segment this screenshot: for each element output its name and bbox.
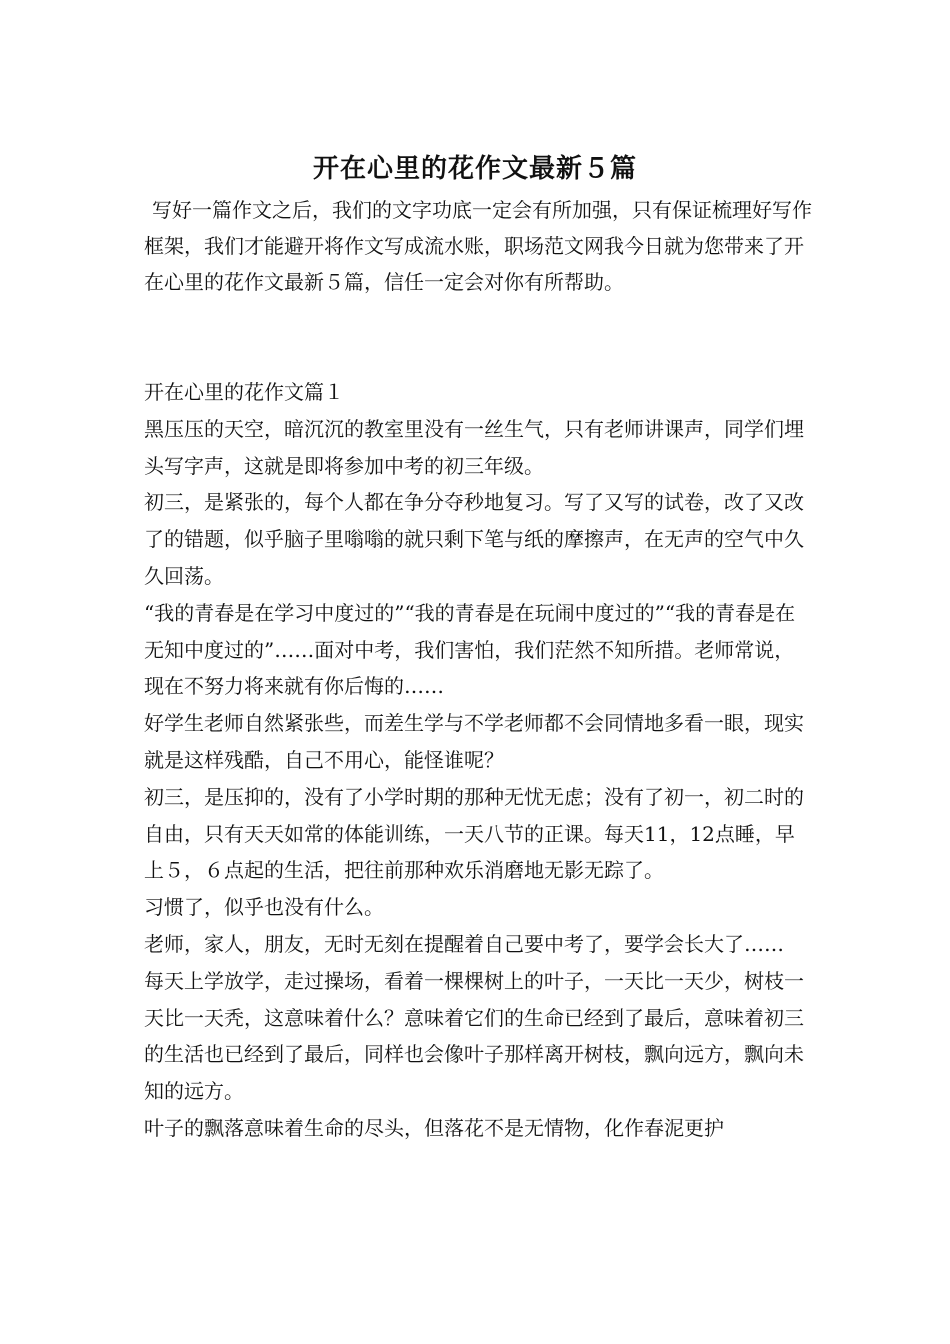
section-heading: 开在心里的花作文篇１ — [144, 380, 344, 404]
paragraph: 初三，是紧张的，每个人都在争分夺秒地复习。写了又写的试卷，改了又改了的错题，似乎脑子里嗡嗡的就只剩下笔与纸的摩擦声，在无声的空气中久久回荡。 — [144, 490, 804, 588]
document-title: 开在心里的花作文最新５篇 — [312, 154, 637, 185]
paragraph: 好学生老师自然紧张些，而差生学与不学老师都不会同情地多看一眼，现实就是这样残酷，自己不用心，能怪谁呢？ — [144, 711, 804, 772]
paragraph: 老师，家人，朋友，无时无刻在提醒着自己要中考了，要学会长大了…… — [144, 931, 784, 956]
intro-paragraph: 写好一篇作文之后，我们的文字功底一定会有所加强，只有保证梳理好写作框架，我们才能避开将作文写成流水账，职场范文网我今日就为您带来了开在心里的花作文最新５篇，信任一定会对你有所帮助。 — [144, 198, 812, 294]
paragraph: 黑压压的天空，暗沉沉的教室里没有一丝生气，只有老师讲课声，同学们埋头写字声，这就是即将参加中考的初三年级。 — [144, 416, 804, 478]
paragraph: “我的青春是在学习中度过的”“我的青春是在玩闹中度过的”“我的青春是在无知中度过的”……面对中考，我们害怕，我们茫然不知所措。老师常说，现在不努力将来就有你后悔的…… — [144, 600, 796, 699]
paragraph: 叶子的飘落意味着生命的尽头，但落花不是无情物，化作春泥更护 — [144, 1115, 724, 1140]
paragraph: 初三，是压抑的，没有了小学时期的那种无忧无虑；没有了初一，初二时的自由，只有天天如常的体能训练，一天八节的正课。每天11，12点睡，早上５，６点起的生活，把往前那种欢乐消磨地无影无踪了。 — [144, 784, 804, 883]
paragraph: 习惯了，似乎也没有什么。 — [144, 895, 384, 920]
essay-body — [144, 374, 814, 1147]
paragraph: 每天上学放学，走过操场，看着一棵棵树上的叶子，一天比一天少，树枝一天比一天秃，这意味着什么？意味着它们的生命已经到了最后，意味着初三的生活也已经到了最后，同样也会像叶子那样离开树枝，飘向远方，飘向未知的远方。 — [144, 968, 804, 1104]
